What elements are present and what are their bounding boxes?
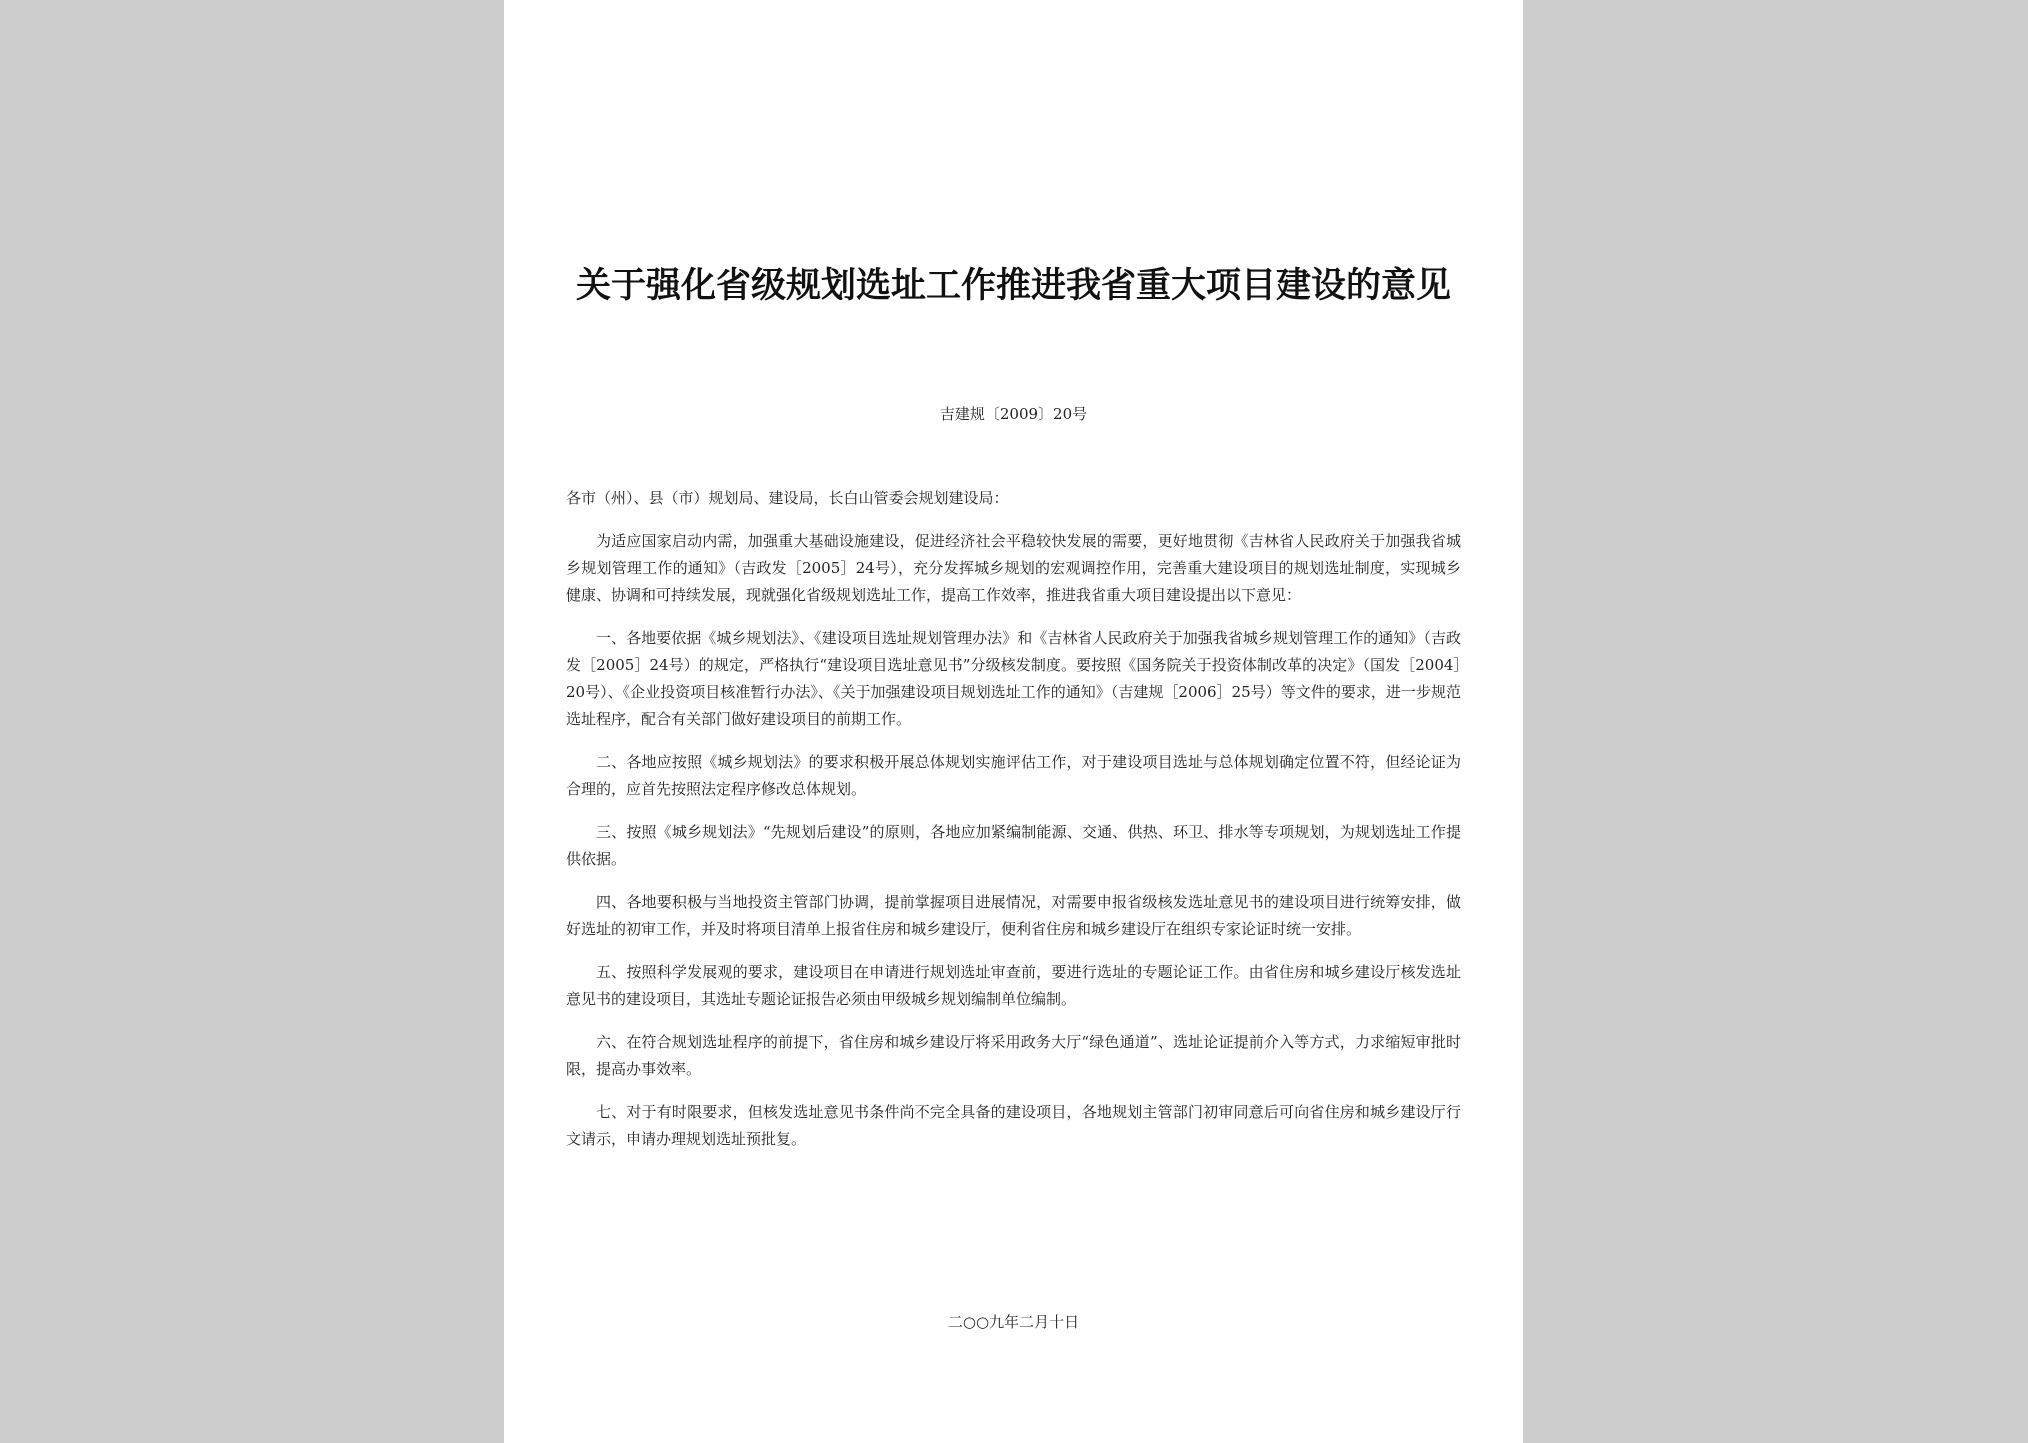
item-paragraph-3: 三、按照《城乡规划法》“先规划后建设”的原则，各地应加紧编制能源、交通、供热、环卫、排水等专项规划，为规划选址工作提供依据。 — [566, 823, 1461, 868]
document-number: 吉建规〔2009〕20号 — [939, 405, 1088, 423]
item-paragraph-6: 六、在符合规划选址程序的前提下，省住房和城乡建设厅将采用政务大厅“绿色通道”、选址论证提前介入等方式，力求缩短审批时限，提高办事效率。 — [566, 1033, 1461, 1078]
item-paragraph-5: 五、按照科学发展观的要求，建设项目在申请进行规划选址审查前，要进行选址的专题论证工作。由省住房和城乡建设厅核发选址意见书的建设项目，其选址专题论证报告必须由甲级城乡规划编制单位编制。 — [566, 963, 1461, 1008]
document-title: 关于强化省级规划选址工作推进我省重大项目建设的意见 — [575, 266, 1451, 306]
item-paragraph-2: 二、各地应按照《城乡规划法》的要求积极开展总体规划实施评估工作，对于建设项目选址与总体规划确定位置不符，但经论证为合理的，应首先按照法定程序修改总体规划。 — [566, 753, 1461, 798]
document-page — [504, 0, 1523, 1443]
document-body — [566, 528, 1461, 1169]
document-date: 二○○九年二月十日 — [947, 1313, 1080, 1331]
addressee-line: 各市（州）、县（市）规划局、建设局，长白山管委会规划建设局： — [566, 489, 1009, 507]
item-paragraph-7: 七、对于有时限要求，但核发选址意见书条件尚不完全具备的建设项目，各地规划主管部门初审同意后可向省住房和城乡建设厅行文请示，申请办理规划选址预批复。 — [566, 1103, 1461, 1148]
intro-paragraph: 为适应国家启动内需，加强重大基础设施建设，促进经济社会平稳较快发展的需要，更好地贯彻《吉林省人民政府关于加强我省城乡规划管理工作的通知》（吉政发［2005］24号），充分发挥城乡规划的宏观调控作用，完善重大建设项目的规划选址制度，实现城乡健康、协调和可持续发展，现就强化省级规划选址工作，提高工作效率，推进我省重大项目建设提出以下意见： — [566, 532, 1461, 604]
item-paragraph-4: 四、各地要积极与当地投资主管部门协调，提前掌握项目进展情况，对需要申报省级核发选址意见书的建设项目进行统筹安排，做好选址的初审工作，并及时将项目清单上报省住房和城乡建设厅，便利省住房和城乡建设厅在组织专家论证时统一安排。 — [566, 893, 1461, 938]
item-paragraph-1: 一、各地要依据《城乡规划法》、《建设项目选址规划管理办法》和《吉林省人民政府关于加强我省城乡规划管理工作的通知》（吉政发［2005］24号）的规定，严格执行“建设项目选址意见书”分级核发制度。要按照《国务院关于投资体制改革的决定》（国发［2004］20号）、《企业投资项目核准暂行办法》、《关于加强建设项目规划选址工作的通知》（吉建规［2006］25号）等文件的要求，进一步规范选址程序，配合有关部门做好建设项目的前期工作。 — [566, 629, 1461, 728]
